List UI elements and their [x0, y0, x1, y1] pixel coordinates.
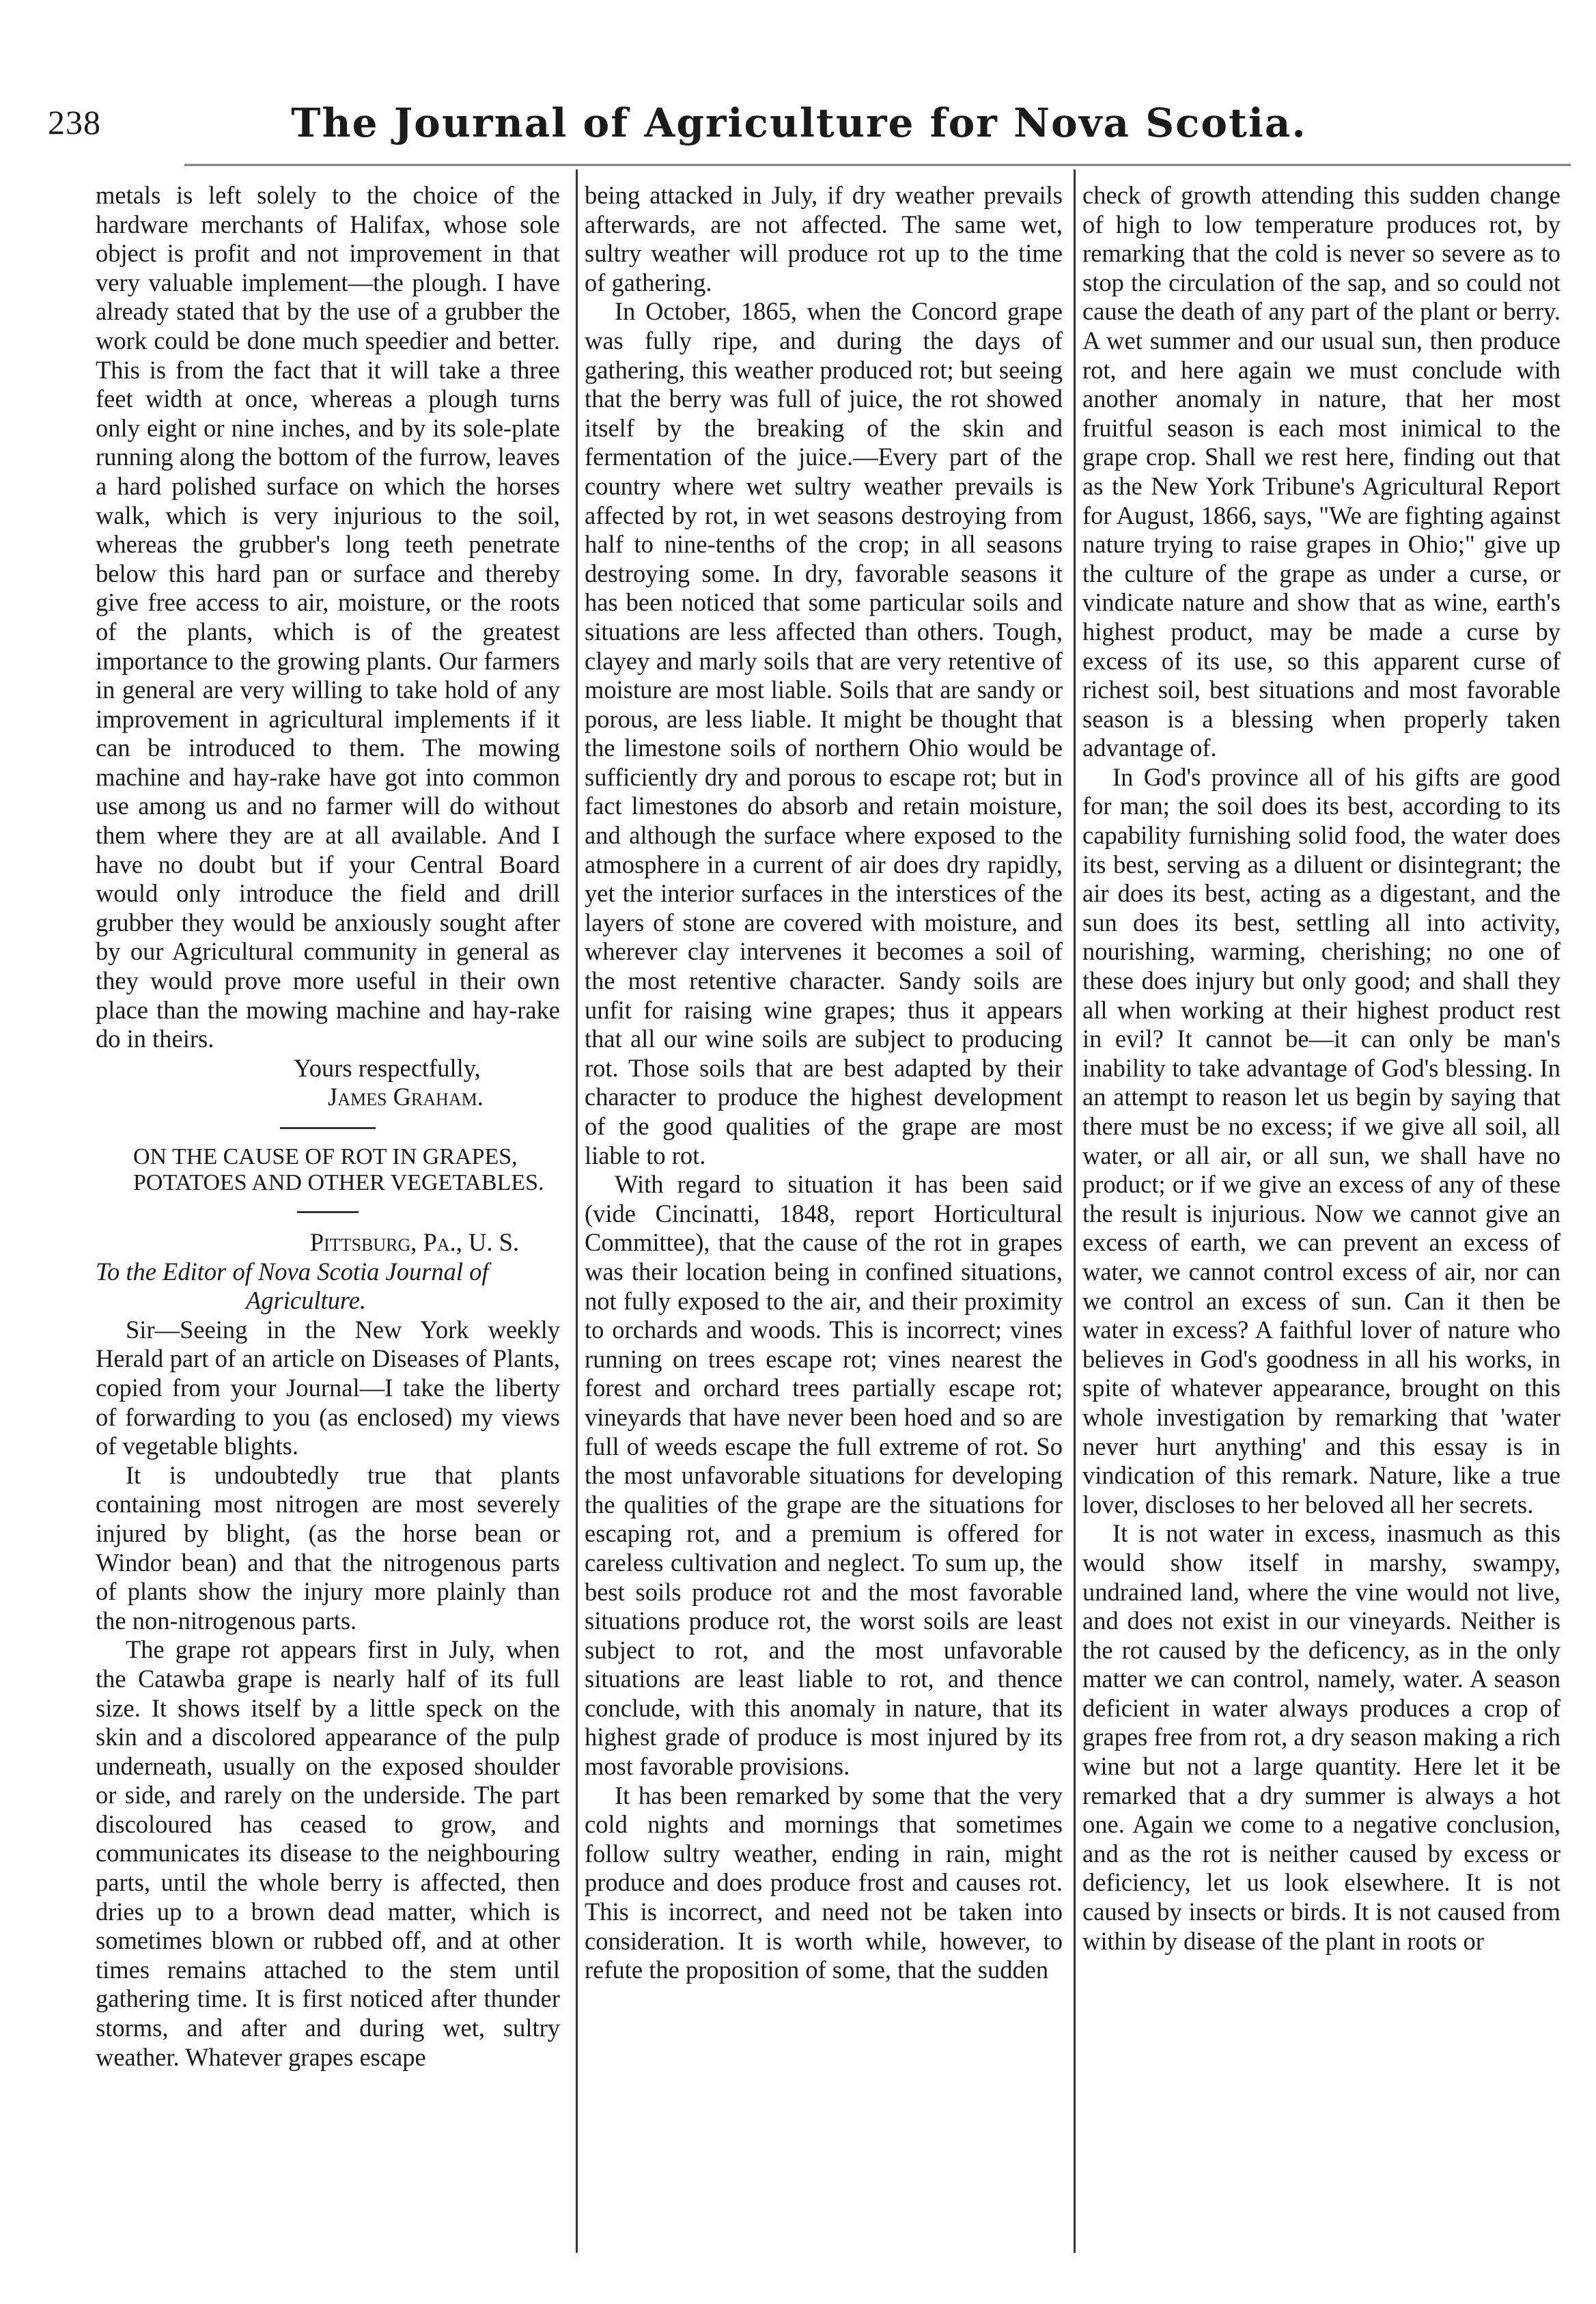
paragraph: It is not water in excess, inasmuch as this would show itself in marshy, swampy, undrained land, where the vine would not live, and does not exist in our vineyards. Neither is the rot caused by the deficency, as in the only matter we can control, namely, water. A season deficient in water always produces a crop of grapes free from rot, a dry season making a rich wine but not a large quantity. Here let it be remarked that a dry summer is always a hot one. Again we come to a negative conclusion, and as the rot is neither caused by excess or deficiency, let us look elsewhere. It is not caused by insects or birds. It is not caused from within by disease of the plant in roots or: [1082, 1519, 1560, 1955]
column-divider: [576, 169, 578, 2253]
column-3: [1082, 181, 1560, 1956]
paragraph: being attacked in July, if dry weather prevails afterwards, are not affected. The same wet, sultry weather will produce rot up to the time of gathering.: [585, 181, 1063, 296]
journal-title: The Journal of Agriculture for Nova Scotia.: [291, 100, 1307, 146]
section-divider: [280, 1127, 376, 1129]
column-1: [96, 181, 560, 2072]
article-title: ON THE CAUSE OF ROT IN GRAPES, POTATOES AND OTHER VEGETABLES.: [133, 1144, 544, 1195]
salutation-line: To the Editor of Nova Scotia Journal of: [96, 1257, 489, 1286]
paragraph: check of growth attending this sudden change of high to low temperature produces rot, by remarking that the cold is never so severe as to stop the circulation of the sap, and so could not cause the death of any part of the plant or berry. A wet summer and our usual sun, then produce rot, and here again we must conclude with another anomaly in nature, that her most fruitful season is each most inimical to the grape crop. Shall we rest here, finding out that as the New York Tribune's Agricultural Report for August, 1866, says, "We are fighting against nature trying to raise grapes in Ohio;" give up the culture of the grape as under a curse, or vindicate nature and show that as wine, earth's highest product, may be made a curse by excess of its use, so this apparent curse of richest soil, best situations and most favorable season is a blessing when properly taken advantage of.: [1082, 181, 1560, 762]
paragraph: Sir—Seeing in the New York weekly Herald part of an article on Diseases of Plants, copied from your Journal—I take the liberty of forwarding to you (as enclosed) my views of vegetable blights.: [96, 1315, 560, 1460]
paragraph: The grape rot appears first in July, when the Catawba grape is nearly half of its full size. It shows itself by a little speck on the skin and a discolored appearance of the pulp underneath, usually on the exposed shoulder or side, and rarely on the underside. The part discoloured has ceased to grow, and communicates its disease to the neighbouring parts, until the whole berry is affected, then dries up to a brown dead matter, which is sometimes blown or rubbed off, and at other times remains attached to the stem until gathering time. It is first noticed after thunder storms, and after and during wet, sultry weather. Whatever grapes escape: [96, 1635, 560, 2071]
paragraph: In October, 1865, when the Concord grape was fully ripe, and during the days of gathering, this weather produced rot; but seeing that the berry was full of juice, the rot showed itself by the breaking of the skin and fermentation of the juice.—Every part of the country where wet sultry weather prevails is affected by rot, in wet seasons destroying from half to nine-tenths of the crop; in all seasons destroying some. In dry, favorable seasons it has been noticed that some particular soils and situations are less affected than others. Tough, clayey and marly soils that are very retentive of moisture are most liable. Soils that are sandy or porous, are less liable. It might be thought that the limestone soils of northern Ohio would be sufficiently dry and porous to escape rot; but in fact limestones do absorb and retain moisture, and although the surface where exposed to the atmosphere in a current of air does dry rapidly, yet the interior surfaces in the interstices of the layers of stone are covered with moisture, and wherever clay intervenes it becomes a soil of the most retentive character. Sandy soils are unfit for raising wine grapes; thus it appears that all our wine soils are subject to producing rot. Those soils that are best adapted by their character to produce the highest development of the good qualities of the grape are most liable to rot.: [585, 297, 1063, 1169]
paragraph: It is undoubtedly true that plants containing most nitrogen are most severely injured by blight, (as the horse bean or Windor bean) and that the nitrogenous parts of plants show the injury more plainly than the non-nitrogenous parts.: [96, 1460, 560, 1635]
column-divider: [1074, 169, 1076, 2253]
title-rule: [297, 1211, 359, 1213]
paragraph: In God's province all of his gifts are good for man; the soil does its best, according to its capability furnishing solid food, the water does its best, serving as a diluent or disintegrant; the air does its best, acting as a digestant, and the sun does its best, settling all into activity, nourishing, warming, cherishing; no one of these does injury but only good; and shall they all when working at their highest product rest in evil? It cannot be—it can only be man's inability to take advantage of God's blessing. In an attempt to reason let us begin by saying that there must be no excess; if we give all soil, all water, or all air, or all sun, we shall have no product; or if we give an excess of any of these the result is injurious. Now we cannot give an excess of earth, we can prevent an excess of water, we cannot control excess of air, nor can we control an excess of sun. Can it then be water in excess? A faithful lover of nature who believes in God's goodness in all his works, in spite of whatever appearance, brought on this whole investigation by remarking that 'water never hurt anything' and this essay is in vindication of this remark. Nature, like a true lover, discloses to her beloved all her secrets.: [1082, 762, 1560, 1518]
paragraph: metals is left solely to the choice of the hardware merchants of Halifax, whose sole object is profit and not improvement in that very valuable implement—the plough. I have already stated that by the use of a grubber the work could be done much speedier and better. This is from the fact that it will take a three feet width at once, whereas a plough turns only eight or nine inches, and by its sole-plate running along the bottom of the furrow, leaves a hard polished surface on which the horses walk, which is very injurious to the soil, whereas the grubber's long teeth penetrate below this hard pan or surface and thereby give free access to air, moisture, or the roots of the plants, which is of the greatest importance to the growing plants. Our farmers in general are very willing to take hold of any improvement in agricultural implements if it can be introduced to them. The mowing machine and hay-rake have got into common use among us and no farmer will do without them where they are at all available. And I have no doubt but if your Central Board would only introduce the field and drill grubber they would be anxiously sought after by our Agricultural community in general as they would prove more useful in their own place than the mowing machine and hay-rake do in theirs.: [96, 181, 560, 1053]
dateline: Pittsburg, Pa., U. S.: [309, 1228, 519, 1256]
column-2: [585, 181, 1063, 1985]
page-number: 238: [48, 103, 101, 141]
signature: James Graham.: [328, 1083, 484, 1111]
closing: Yours respectfully,: [294, 1053, 481, 1082]
salutation-line: Agriculture.: [246, 1286, 367, 1315]
header-rule: [184, 164, 1571, 166]
page-header: [48, 102, 1550, 157]
paragraph: With regard to situation it has been said (vide Cincinatti, 1848, report Horticultural Committee), that the cause of the rot in grapes was their location being in confined situations, not fully exposed to the air, and their proximity to orchards and woods. This is incorrect; vines running on trees escape rot; vines nearest the forest and orchard trees partially escape rot; vineyards that have never been hoed and so are full of weeds escape the full extreme of rot. So the most unfavorable situations for developing the qualities of the grape are the situations for escaping rot, and a premium is offered for careless cultivation and neglect. To sum up, the best soils produce rot and the most favorable situations produce rot, the worst soils are least subject to rot, and the most unfavorable situations are least liable to rot, and thence conclude, with this anomaly in nature, that its highest grade of produce is most injured by its most favorable provisions.: [585, 1170, 1063, 1781]
paragraph: It has been remarked by some that the very cold nights and mornings that sometimes follow sultry weather, ending in rain, might produce and does produce frost and causes rot. This is incorrect, and need not be taken into consideration. It is worth while, however, to refute the proposition of some, that the sudden: [585, 1781, 1063, 1984]
